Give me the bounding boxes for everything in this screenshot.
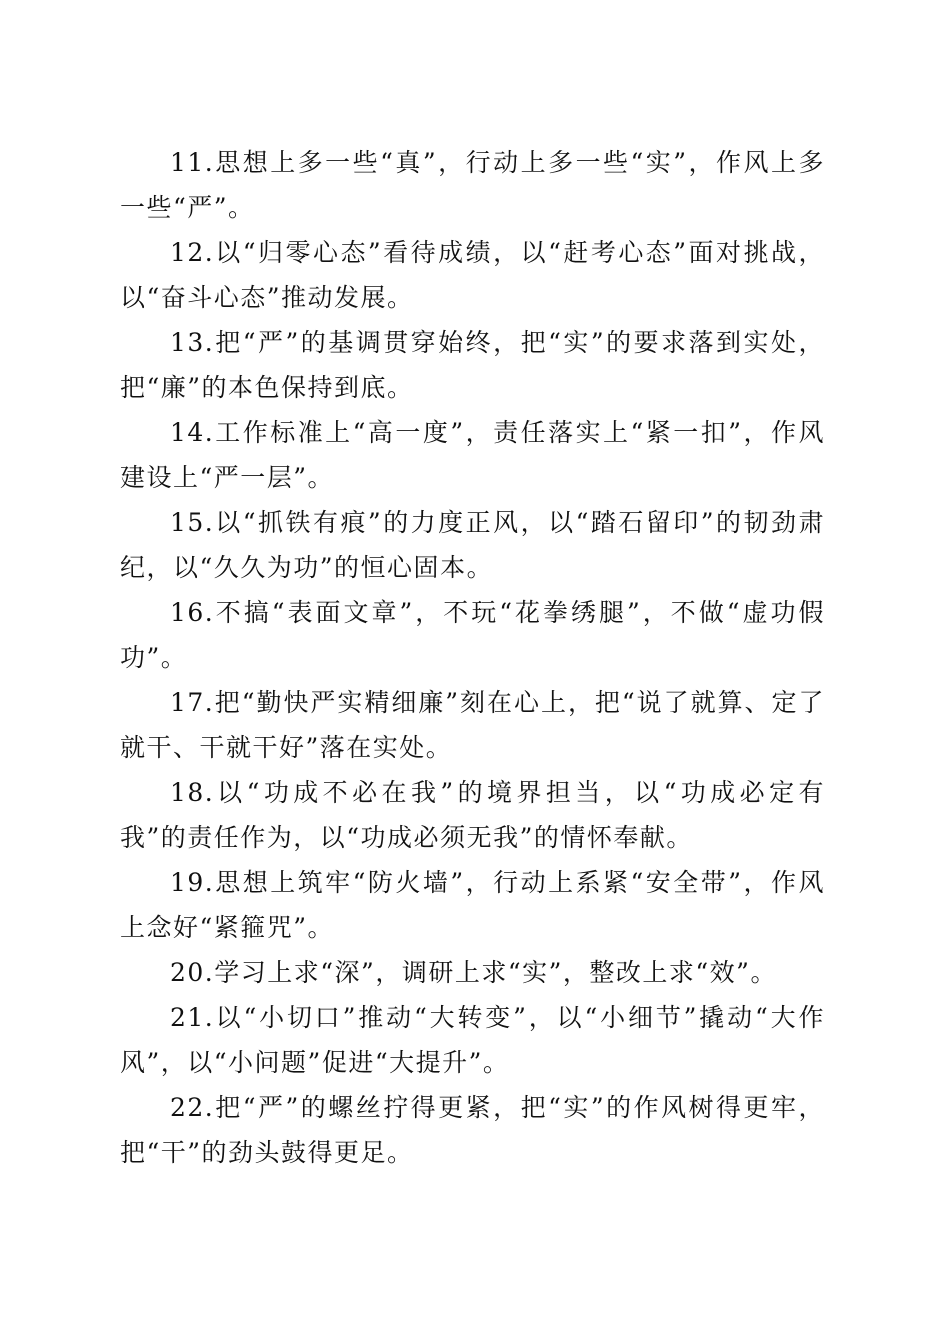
paragraph-21: 21.以“小切口”推动“大转变”，以“小细节”撬动“大作风”，以“小问题”促进“大提升”。	[120, 1003, 825, 1077]
document-body	[120, 140, 825, 1175]
paragraph-16: 16.不搞“表面文章”，不玩“花拳绣腿”，不做“虚功假功”。	[120, 598, 825, 672]
paragraph-18: 18.以“功成不必在我”的境界担当，以“功成必定有我”的责任作为，以“功成必须无我”的情怀奉献。	[120, 778, 825, 852]
paragraph-12: 12.以“归零心态”看待成绩，以“赶考心态”面对挑战，以“奋斗心态”推动发展。	[120, 238, 825, 312]
paragraph-20: 20.学习上求“深”，调研上求“实”，整改上求“效”。	[170, 958, 777, 987]
paragraph-17: 17.把“勤快严实精细廉”刻在心上，把“说了就算、定了就干、干就干好”落在实处。	[120, 688, 825, 762]
paragraph-14: 14.工作标准上“高一度”，责任落实上“紧一扣”，作风建设上“严一层”。	[120, 418, 825, 492]
paragraph-11: 11.思想上多一些“真”，行动上多一些“实”，作风上多一些“严”。	[120, 148, 825, 222]
paragraph-19: 19.思想上筑牢“防火墙”，行动上系紧“安全带”，作风上念好“紧箍咒”。	[120, 868, 825, 942]
paragraph-13: 13.把“严”的基调贯穿始终，把“实”的要求落到实处，把“廉”的本色保持到底。	[120, 328, 825, 402]
paragraph-15: 15.以“抓铁有痕”的力度正风，以“踏石留印”的韧劲肃纪，以“久久为功”的恒心固本。	[120, 508, 825, 582]
paragraph-22: 22.把“严”的螺丝拧得更紧，把“实”的作风树得更牢，把“干”的劲头鼓得更足。	[120, 1093, 825, 1167]
